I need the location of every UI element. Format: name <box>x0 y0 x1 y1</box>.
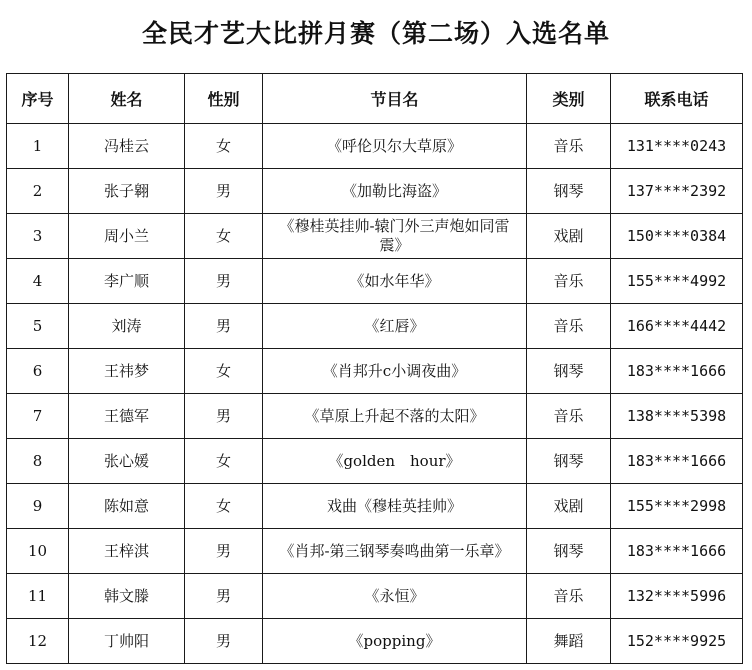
cell-gender: 男 <box>185 529 263 574</box>
cell-no: 3 <box>7 214 69 259</box>
selection-list-table <box>6 73 743 664</box>
cell-name: 冯桂云 <box>69 124 185 169</box>
cell-name: 王德军 <box>69 394 185 439</box>
column-header-phone: 联系电话 <box>611 74 743 124</box>
cell-no: 6 <box>7 349 69 394</box>
page-title: 全民才艺大比拼月赛（第二场）入选名单 <box>141 19 610 48</box>
cell-program: 《golden hour》 <box>263 439 527 484</box>
cell-no: 7 <box>7 394 69 439</box>
column-header-name: 姓名 <box>69 74 185 124</box>
cell-category: 钢琴 <box>527 169 611 214</box>
cell-program: 《肖邦-第三钢琴奏鸣曲第一乐章》 <box>263 529 527 574</box>
cell-program: 《如水年华》 <box>263 259 527 304</box>
cell-phone: 150****0384 <box>611 214 743 259</box>
table-row <box>7 574 743 619</box>
table-row <box>7 439 743 484</box>
cell-gender: 男 <box>185 169 263 214</box>
table-row <box>7 304 743 349</box>
cell-gender: 女 <box>185 214 263 259</box>
table-row <box>7 259 743 304</box>
cell-no: 1 <box>7 124 69 169</box>
cell-category: 音乐 <box>527 259 611 304</box>
table-row <box>7 394 743 439</box>
cell-gender: 男 <box>185 619 263 664</box>
table-body <box>7 124 743 664</box>
cell-gender: 女 <box>185 124 263 169</box>
cell-gender: 女 <box>185 439 263 484</box>
cell-program: 《加勒比海盗》 <box>263 169 527 214</box>
cell-phone: 155****2998 <box>611 484 743 529</box>
cell-gender: 女 <box>185 349 263 394</box>
cell-program: 《呼伦贝尔大草原》 <box>263 124 527 169</box>
cell-category: 钢琴 <box>527 529 611 574</box>
cell-no: 11 <box>7 574 69 619</box>
cell-no: 4 <box>7 259 69 304</box>
cell-name: 张心媛 <box>69 439 185 484</box>
cell-no: 2 <box>7 169 69 214</box>
cell-category: 钢琴 <box>527 439 611 484</box>
cell-program: 《穆桂英挂帅-辕门外三声炮如同雷震》 <box>263 214 527 259</box>
cell-category: 钢琴 <box>527 349 611 394</box>
column-header-program: 节目名 <box>263 74 527 124</box>
table-row <box>7 124 743 169</box>
cell-phone: 155****4992 <box>611 259 743 304</box>
cell-gender: 男 <box>185 259 263 304</box>
cell-phone: 183****1666 <box>611 349 743 394</box>
cell-category: 戏剧 <box>527 214 611 259</box>
cell-no: 9 <box>7 484 69 529</box>
cell-gender: 男 <box>185 304 263 349</box>
cell-phone: 131****0243 <box>611 124 743 169</box>
cell-category: 音乐 <box>527 394 611 439</box>
cell-name: 李广顺 <box>69 259 185 304</box>
cell-category: 音乐 <box>527 124 611 169</box>
cell-no: 10 <box>7 529 69 574</box>
cell-name: 张子翱 <box>69 169 185 214</box>
table-row <box>7 529 743 574</box>
cell-gender: 男 <box>185 574 263 619</box>
table-row <box>7 619 743 664</box>
cell-program: 《红唇》 <box>263 304 527 349</box>
table-row <box>7 169 743 214</box>
cell-name: 陈如意 <box>69 484 185 529</box>
cell-phone: 183****1666 <box>611 439 743 484</box>
cell-name: 周小兰 <box>69 214 185 259</box>
cell-gender: 女 <box>185 484 263 529</box>
cell-no: 12 <box>7 619 69 664</box>
cell-phone: 166****4442 <box>611 304 743 349</box>
cell-no: 5 <box>7 304 69 349</box>
cell-program: 戏曲《穆桂英挂帅》 <box>263 484 527 529</box>
cell-category: 音乐 <box>527 574 611 619</box>
cell-phone: 152****9925 <box>611 619 743 664</box>
cell-name: 刘涛 <box>69 304 185 349</box>
cell-category: 音乐 <box>527 304 611 349</box>
cell-category: 戏剧 <box>527 484 611 529</box>
cell-name: 王梓淇 <box>69 529 185 574</box>
cell-phone: 132****5996 <box>611 574 743 619</box>
cell-category: 舞蹈 <box>527 619 611 664</box>
cell-gender: 男 <box>185 394 263 439</box>
cell-phone: 183****1666 <box>611 529 743 574</box>
table-row <box>7 214 743 259</box>
table-row <box>7 484 743 529</box>
cell-phone: 137****2392 <box>611 169 743 214</box>
cell-phone: 138****5398 <box>611 394 743 439</box>
cell-program: 《永恒》 <box>263 574 527 619</box>
cell-name: 丁帅阳 <box>69 619 185 664</box>
cell-program: 《popping》 <box>263 619 527 664</box>
cell-program: 《肖邦升c小调夜曲》 <box>263 349 527 394</box>
cell-name: 王祎梦 <box>69 349 185 394</box>
column-header-category: 类别 <box>527 74 611 124</box>
cell-no: 8 <box>7 439 69 484</box>
table-row <box>7 349 743 394</box>
column-header-gender: 性别 <box>185 74 263 124</box>
cell-name: 韩文滕 <box>69 574 185 619</box>
column-header-no: 序号 <box>7 74 69 124</box>
table-header-row <box>7 74 743 124</box>
cell-program: 《草原上升起不落的太阳》 <box>263 394 527 439</box>
